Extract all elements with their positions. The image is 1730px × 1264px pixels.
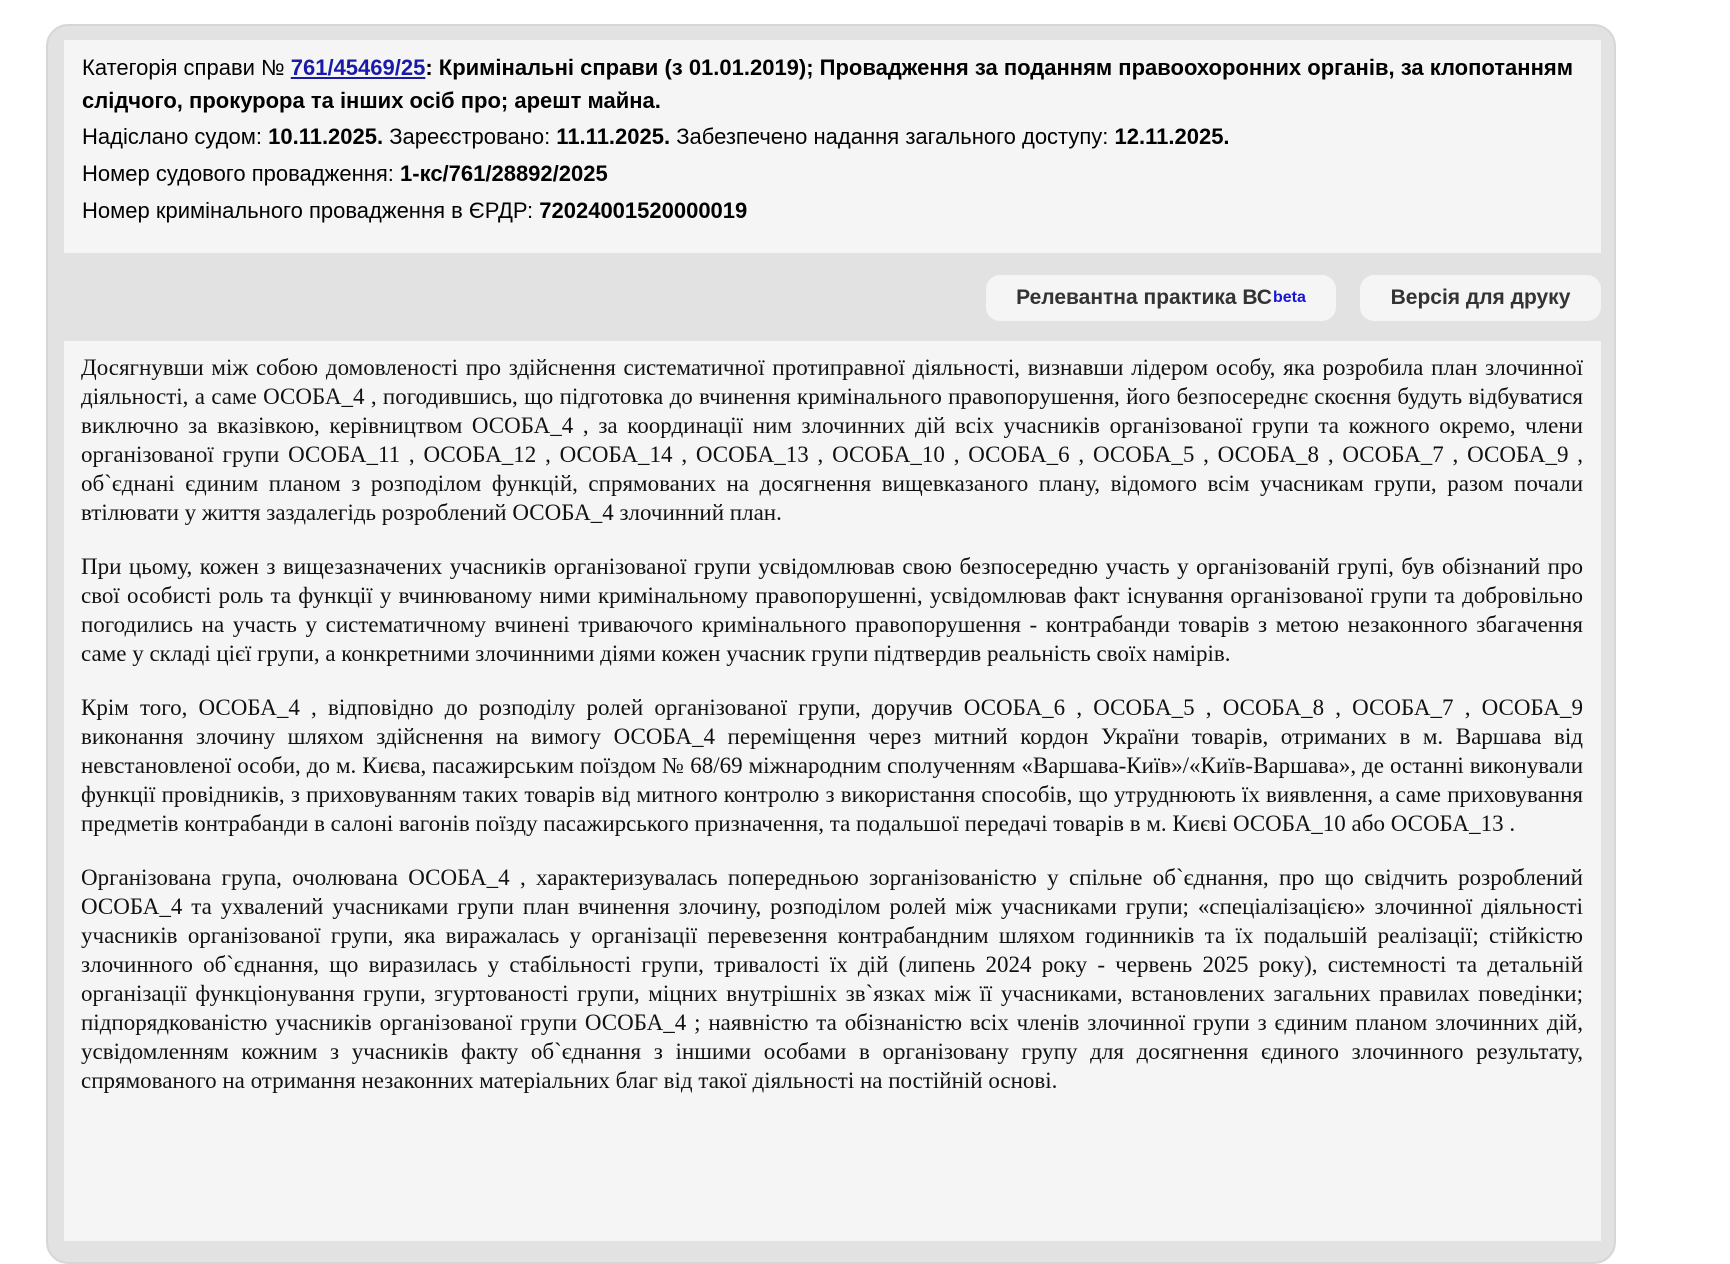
registered-date: 11.11.2025. xyxy=(556,124,671,149)
court-proceeding xyxy=(82,157,1583,190)
criminal-proceeding xyxy=(82,194,1583,227)
case-header xyxy=(64,40,1601,253)
case-number-link[interactable]: 761/45469/25 xyxy=(290,55,426,80)
category-text: : Кримінальні справи (з 01.01.2019); Провадження за поданням правоохоронних органів, за клопотанням слідчого, прокурора та інших осіб про; арешт майна. xyxy=(82,55,1573,113)
document-body xyxy=(64,341,1601,1241)
document-paragraph: Організована група, очолювана ОСОБА_4 , характеризувалась попередньою зорганізованістю у спільне об`єднання, про що свідчить розроблений ОСОБА_4 та ухвалений учасниками групи план вчинення злочину, розподілом ролей між учасниками групи; «спеціалізацією» злочинної діяльності учасників організованої групи, яка виражалась у організації перевезення контрабандним шляхом годинників та їх подальшій реалізації; стійкістю злочинного об`єднання, що виразилась у стабільності групи, тривалості їх дій (липень 2024 року - червень 2025 року), системності та детальній організації функціонування групи, згуртованості групи, міцних внутрішніх зв`язках між її учасниками, встановлених загальних правилах поведінки; підпорядкованістю учасників організованої групи ОСОБА_4 ; наявністю та обізнаністю всіх членів злочинної групи з єдиним планом злочинних дій, усвідомленням кожним з учасників факту об`єднання з іншими особами в організовану групу для досягнення єдиного злочинного результату, спрямованого на отримання незаконних матеріальних благ від такої діяльності на постійній основі. xyxy=(81,865,1583,1093)
criminal-proceeding-number: 72024001520000019 xyxy=(539,198,748,223)
sent-label: Надіслано судом: xyxy=(82,124,269,149)
document-toolbar xyxy=(64,253,1601,341)
access-label: Забезпечено надання загального доступу: xyxy=(670,124,1115,149)
case-category xyxy=(82,51,1583,117)
relevant-practice-label: Релевантна практика ВС xyxy=(1016,286,1272,309)
case-dates xyxy=(82,120,1583,153)
document-paragraph: Досягнувши між собою домовленості про здійснення систематичної протиправної діяльності, визнавши лідером особу, яка розробила план злочинної діяльності, а саме ОСОБА_4 , погодившись, що підготовка до вчинення кримінального правопорушення, його безпосереднє скоєння будуть відбуватися виключно за вказівкою, керівництвом ОСОБА_4 , за координації ним злочинних дій всіх учасників організованої групи та кожного окремо, члени організованої групи ОСОБА_11 , ОСОБА_12 , ОСОБА_14 , ОСОБА_13 , ОСОБА_10 , ОСОБА_6 , ОСОБА_5 , ОСОБА_8 , ОСОБА_7 , ОСОБА_9 , об`єднані єдиним планом з розподілом функцій, спрямованих на досягнення вищевказаного плану, відомого всім учасникам групи, разом почали втілювати у життя заздалегідь розроблений ОСОБА_4 злочинний план. xyxy=(81,355,1583,525)
sent-date: 10.11.2025. xyxy=(268,124,384,149)
category-label: Категорія справи № xyxy=(82,55,291,80)
court-proceeding-label: Номер судового провадження: xyxy=(82,161,401,186)
registered-label: Зареєстровано: xyxy=(383,124,557,149)
court-proceeding-number: 1-кс/761/28892/2025 xyxy=(400,161,608,186)
document-paragraph: При цьому, кожен з вищезазначених учасників організованої групи усвідомлював свою безпосередню участь у організованій групі, був обізнаний про свої особисті роль та функції у вчинюваному ними кримінальному правопорушенні, усвідомлював факт існування організованої групи та добровільно погодились на участь у систематичному вчинені триваючого кримінального правопорушення - контрабанди товарів з метою незаконного збагачення саме у складі цієї групи, а конкретними злочинними діями кожен учасник групи підтвердив реальність своїх намірів. xyxy=(81,554,1583,666)
relevant-practice-button[interactable]: Релевантна практика ВС beta xyxy=(986,275,1336,321)
print-version-button[interactable]: Версія для друку xyxy=(1360,275,1601,321)
access-date: 12.11.2025. xyxy=(1114,124,1230,149)
criminal-proceeding-label: Номер кримінального провадження в ЄРДР: xyxy=(82,198,540,223)
document-paragraph: Крім того, ОСОБА_4 , відповідно до розподілу ролей організованої групи, доручив ОСОБА_6 , ОСОБА_5 , ОСОБА_8 , ОСОБА_7 , ОСОБА_9 виконання злочину шляхом здійснення на вимогу ОСОБА_4 переміщення через митний кордон України товарів, отриманих в м. Варшава від невстановленої особи, до м. Києва, пасажирським поїздом № 68/69 міжнародним сполученням «Варшава-Київ»/«Київ-Варшава», де останні виконували функції провідників, з приховуванням таких товарів від митного контролю з використання способів, що утруднюють їх виявлення, а саме приховування предметів контрабанди в салоні вагонів поїзду пасажирського призначення, та подальшої передачі товарів в м. Києві ОСОБА_10 або ОСОБА_13 . xyxy=(81,695,1583,836)
